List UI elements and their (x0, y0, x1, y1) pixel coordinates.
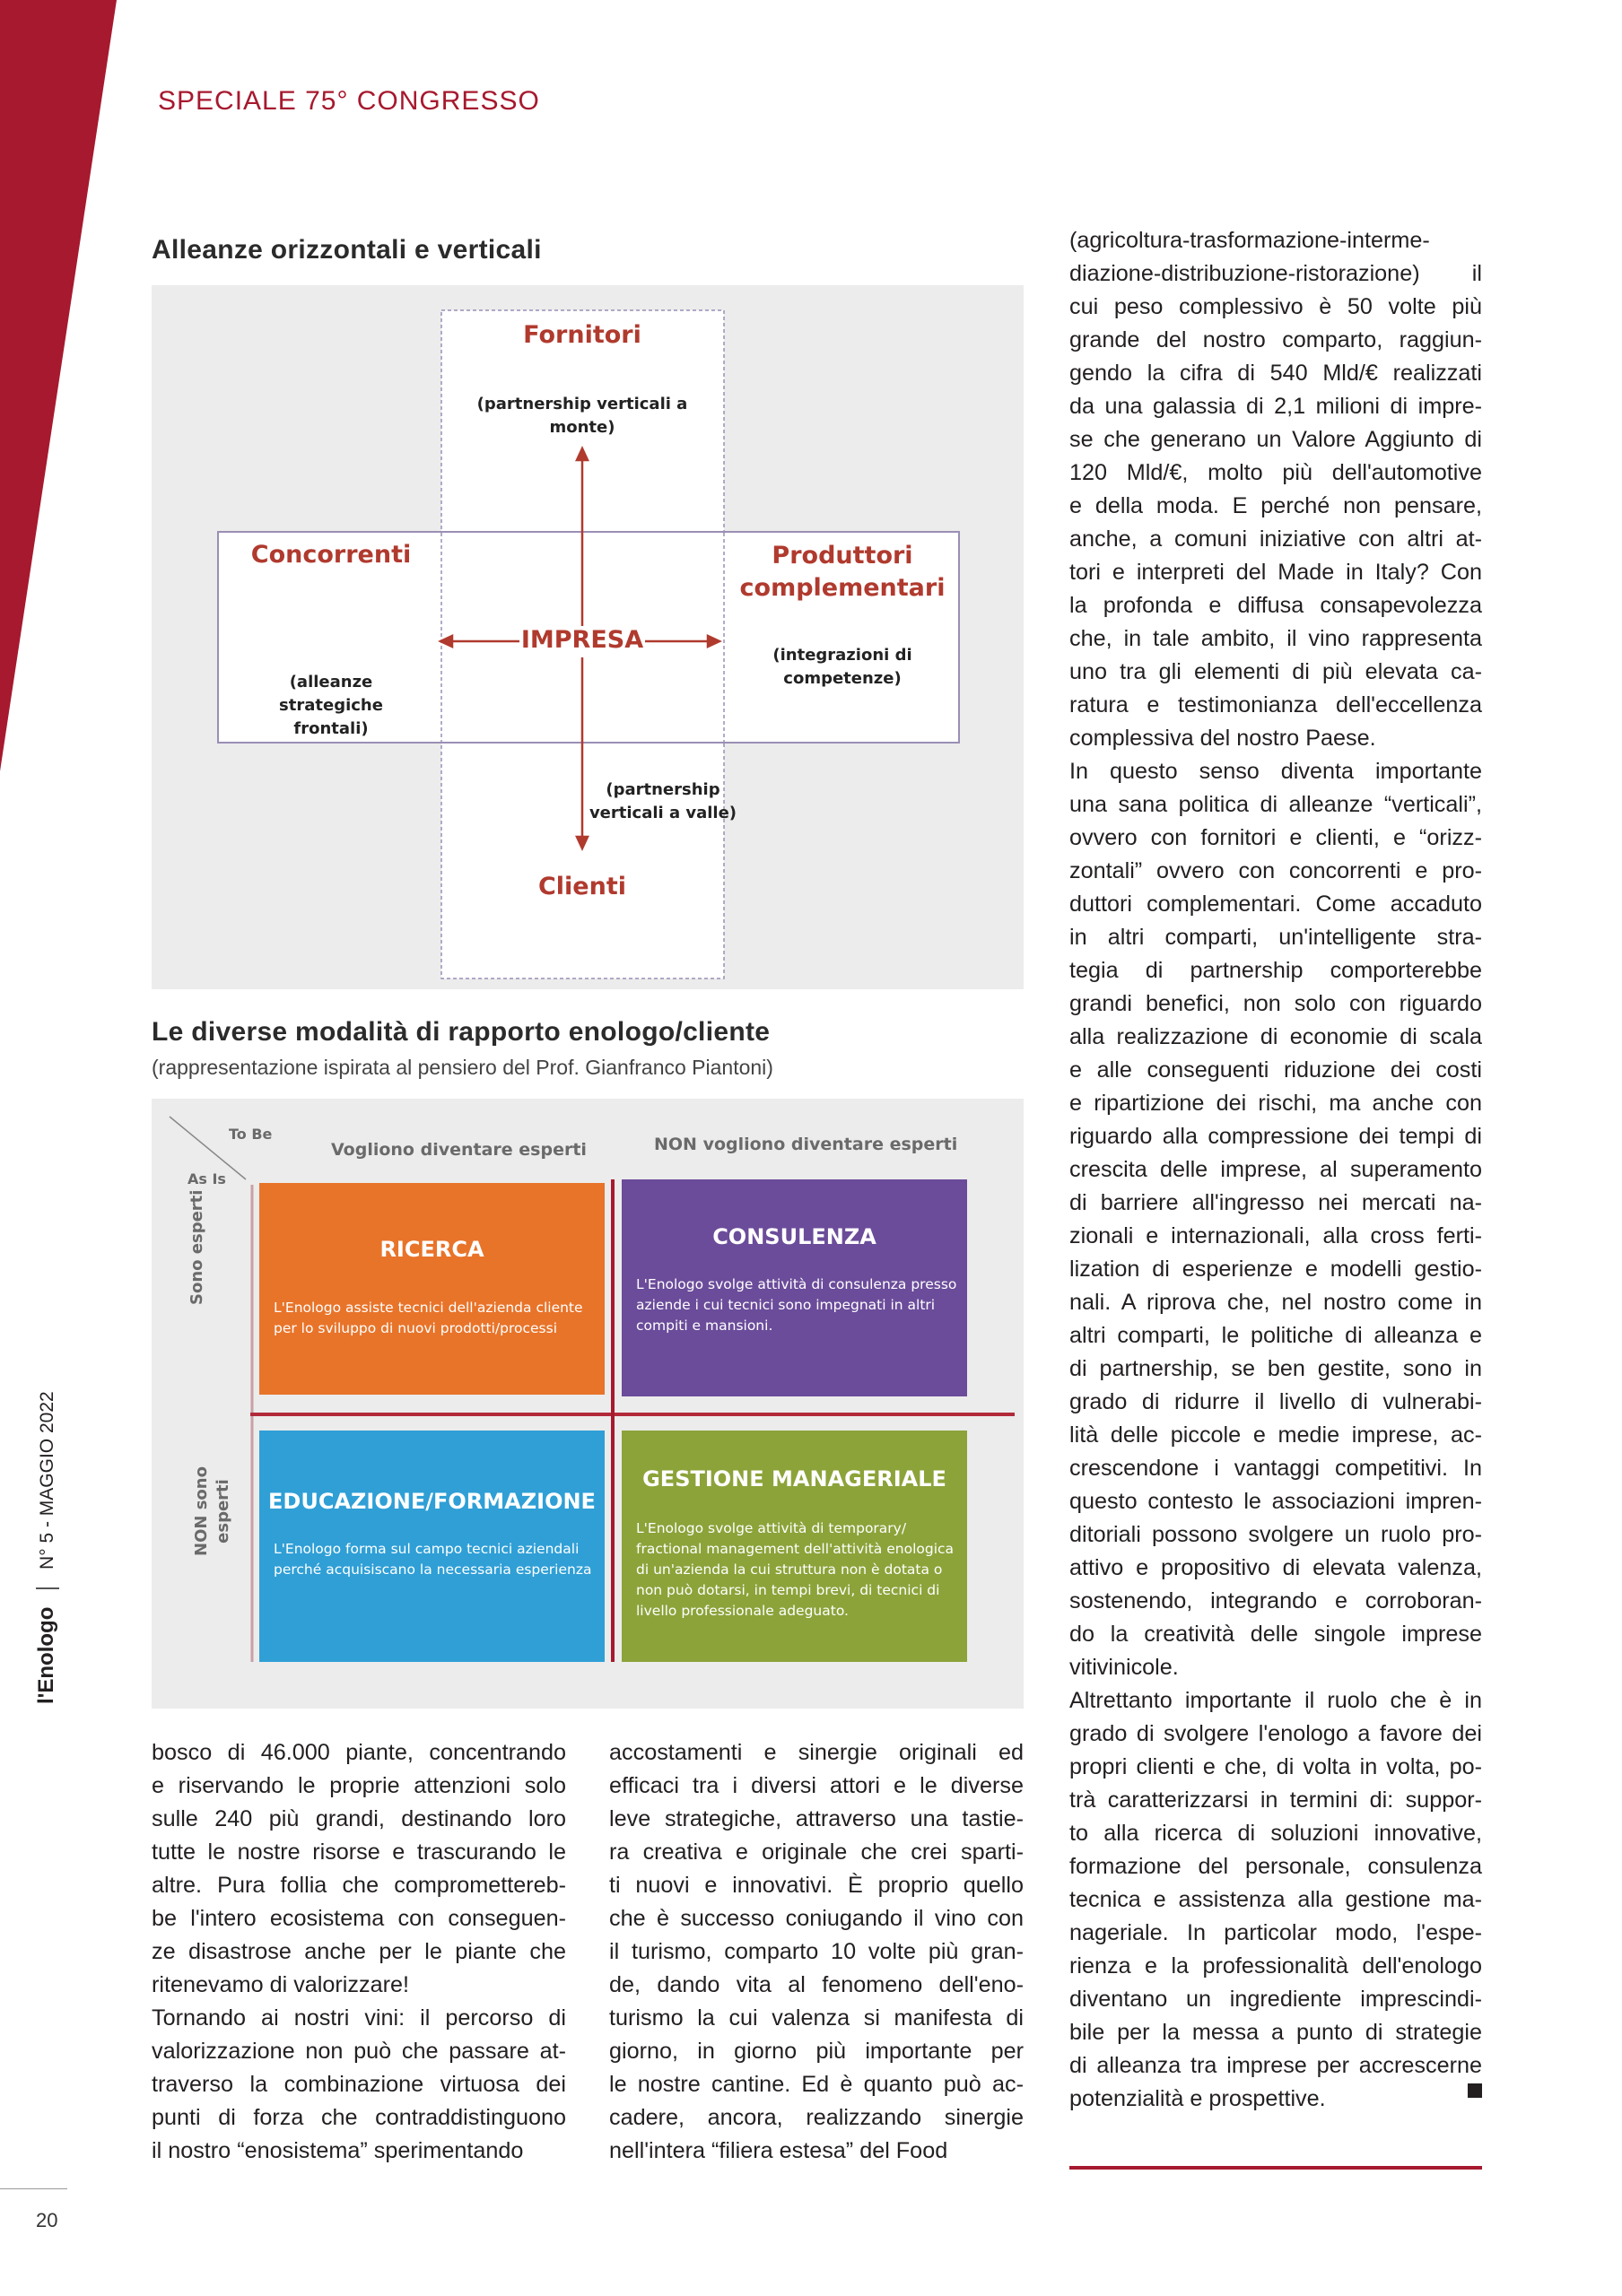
alliance-diagram (152, 285, 1024, 989)
text-line: turismo la cui valenza si manifesta di (609, 2005, 1024, 2031)
text-line: bile per la messa a punto di strategie (1069, 2020, 1482, 2045)
text-line: crescita delle imprese, al superamento (1069, 1157, 1482, 1182)
text-line: attivo e propositivo di elevata valenza, (1069, 1555, 1482, 1580)
text-line: altre. Pura follia che compromettereb- (152, 1873, 566, 1898)
text-line: tecnica e assistenza alla gestione ma- (1069, 1887, 1482, 1912)
text-line: trà caratterizzarsi in termini di: suppor- (1069, 1787, 1482, 1813)
note-concorrenti: (alleanze strategiche frontali) (279, 673, 383, 738)
body-column-2 (609, 1736, 1024, 2168)
text-line: nell'intera “filiera estesa” del Food (609, 2138, 948, 2163)
text-line: tori e interpreti del Made in Italy? Con (1069, 560, 1482, 585)
note-produttori: (integrazioni di competenze) (772, 646, 912, 688)
text-line: punti di forza che contraddistinguono (152, 2105, 566, 2130)
quadrant-ricerca: RICERCA L'Enologo assiste tecnici dell'azienda cliente per lo sviluppo di nuovi prodotti/processi (259, 1183, 605, 1395)
quadrant-gestione-title: GESTIONE MANAGERIALE (642, 1466, 946, 1492)
text-line: grado di svolgere l'enologo a favore dei (1069, 1721, 1482, 1746)
text-line: il turismo, comparto 10 volte più gran- (609, 1939, 1024, 1964)
quadrant-ricerca-title: RICERCA (379, 1237, 484, 1262)
text-line: che è successo coniugando il vino con (609, 1906, 1024, 1931)
issue-info: N° 5 - MAGGIO 2022 (37, 1391, 57, 1570)
column-end-rule (1069, 2166, 1482, 2170)
text-line: grandi benefici, non solo con riguardo (1069, 991, 1482, 1016)
text-line: accostamenti e sinergie originali ed (609, 1740, 1024, 1765)
text-line: sulle 240 più grandi, destinando loro (152, 1806, 566, 1831)
figure2-subtitle: (rappresentazione ispirata al pensiero del Prof. Gianfranco Piantoni) (152, 1056, 773, 1079)
text-line: Altrettanto importante il ruolo che è in (1069, 1688, 1482, 1713)
text-line: tutte le nostre risorse e trascurando le (152, 1839, 566, 1865)
text-line: Tornando ai nostri vini: il percorso di (152, 2005, 566, 2031)
text-line: cadere, ancora, realizzando sinergie (609, 2105, 1024, 2130)
text-line: e alle conseguenti riduzione dei costi (1069, 1057, 1482, 1083)
text-line: ovvero con fornitori e clienti, e “orizz- (1069, 825, 1482, 850)
text-line: di alleanza tra imprese per accrescerne (1069, 2053, 1482, 2078)
page-number: 20 (36, 2209, 58, 2231)
text-line: ze disastrose anche per le piante che (152, 1939, 566, 1964)
text-line: (agricoltura-trasformazione-interme- (1069, 228, 1430, 253)
text-line: altri comparti, le politiche di alleanza e (1069, 1323, 1482, 1348)
label-impresa: IMPRESA (520, 626, 644, 654)
figure1-title: Alleanze orizzontali e verticali (152, 235, 542, 265)
text-line: efficaci tra i diversi attori e le diverse (609, 1773, 1024, 1798)
text-line: ra creativa e originale che crei sparti- (609, 1839, 1024, 1865)
text-line: formazione del personale, consulenza (1069, 1854, 1482, 1879)
text-line: ditoriali possono svolgere un ruolo pro- (1069, 1522, 1482, 1547)
text-line: gendo la cifra di 540 Mld/€ realizzati (1069, 361, 1482, 386)
text-line: be l'intero ecosistema con conseguen- (152, 1906, 566, 1931)
corner-to-be: To Be (229, 1126, 273, 1143)
text-line: sostenendo, integrando e corroboran- (1069, 1588, 1482, 1613)
quadrant-educazione-title: EDUCAZIONE/FORMAZIONE (268, 1489, 596, 1514)
row-label-top: Sono esperti (187, 1189, 206, 1305)
sidebar-running-head (34, 1391, 59, 1704)
text-line: da una galassia di 2,1 milioni di impre- (1069, 394, 1482, 419)
text-line: complessiva del nostro Paese. (1069, 726, 1376, 751)
text-line: propri clienti e che, di volta in volta, po- (1069, 1754, 1482, 1779)
text-line: cui peso complessivo è 50 volte più (1069, 294, 1482, 319)
text-line: tegia di partnership comporterebbe (1069, 958, 1482, 983)
text-line: alla realizzazione di economie di scala (1069, 1024, 1482, 1049)
text-line: nageriale. In particolar modo, l'espe- (1069, 1920, 1482, 1945)
text-line: e ripartizione dei rischi, ma anche con (1069, 1091, 1482, 1116)
text-line: di barriere all'ingresso nei mercati na- (1069, 1190, 1482, 1215)
figure2-title: Le diverse modalità di rapporto enologo/cliente (152, 1017, 771, 1047)
col-header-left: Vogliono diventare esperti (331, 1140, 587, 1160)
col-header-right: NON vogliono diventare esperti (654, 1135, 958, 1154)
text-line: anche, a comuni iniziative con altri at- (1069, 526, 1482, 552)
red-corner-band (0, 0, 117, 771)
magazine-name: l'Enologo (34, 1606, 58, 1704)
text-line: le nostre cantine. Ed è quanto può ac- (609, 2072, 1024, 2097)
quadrant-gestione: GESTIONE MANAGERIALE L'Enologo svolge attività di temporary/ fractional management dell'attività enologica di un'azienda la cui struttura non è dotata o non può dotarsi, in tempi brevi, di tecnici di livello professionale adeguato. (622, 1431, 967, 1662)
text-line: una sana politica di alleanze “verticali”, (1069, 792, 1482, 817)
text-line: to alla ricerca di soluzioni innovative, (1069, 1821, 1482, 1846)
text-line: uno tra gli elementi di più elevata ca- (1069, 659, 1482, 684)
text-line: e della moda. E perché non pensare, (1069, 493, 1482, 518)
text-line: in altri comparti, un'intelligente stra- (1069, 925, 1482, 950)
body-column-3 (1069, 224, 1482, 2116)
text-line: traverso la combinazione virtuosa dei (152, 2072, 566, 2097)
text-line: grado di ridurre il livello di vulnerabi- (1069, 1389, 1482, 1414)
end-mark (1468, 2083, 1482, 2098)
text-line: il nostro “enosistema” sperimentando (152, 2138, 524, 2163)
text-line: valorizzazione non può che passare at- (152, 2039, 566, 2064)
text-line: In questo senso diventa importante (1069, 759, 1482, 784)
text-line: bosco di 46.000 piante, concentrando (152, 1740, 566, 1765)
section-label: SPECIALE 75° CONGRESSO (158, 86, 540, 116)
quadrant-consulenza: CONSULENZA L'Enologo svolge attività di consulenza presso aziende i cui tecnici sono impegnati in altri compiti e mansioni. (622, 1179, 967, 1396)
text-line: potenzialità e prospettive. (1069, 2086, 1326, 2111)
label-concorrenti: Concorrenti (250, 541, 412, 569)
text-line: riguardo alla compressione dei tempi di (1069, 1124, 1482, 1149)
quadrant-educazione: EDUCAZIONE/FORMAZIONE L'Enologo forma sul campo tecnici aziendali perché acquisiscano la necessaria esperienza (259, 1431, 605, 1662)
text-line: di partnership, se ben gestite, sono in (1069, 1356, 1482, 1381)
corner-as-is: As Is (187, 1170, 226, 1187)
page-number-rule (0, 2188, 67, 2189)
text-line: diazione-distribuzione-ristorazione) il (1069, 261, 1482, 286)
row-label-bottom: NON sono esperti (192, 1466, 232, 1556)
text-line: 120 Mld/€, molto più dell'automotive (1069, 460, 1482, 485)
text-line: ritenevamo di valorizzare! (152, 1972, 409, 1997)
body-column-1 (152, 1736, 566, 2168)
text-line: la profonda e diffusa consapevolezza (1069, 593, 1482, 618)
text-line: de, dando vita al fenomeno dell'eno- (609, 1972, 1024, 1997)
text-line: zontali” ovvero con concorrenti e pro- (1069, 858, 1482, 883)
text-line: diventano un ingrediente imprescindi- (1069, 1987, 1482, 2012)
text-line: zionali e internazionali, alla cross ferti- (1069, 1223, 1482, 1248)
text-line: duttori complementari. Come accaduto (1069, 891, 1482, 917)
text-line: che, in tale ambito, il vino rappresenta (1069, 626, 1482, 651)
label-clienti: Clienti (537, 873, 627, 900)
label-fornitori: Fornitori (523, 321, 641, 349)
text-line: giorno, in giorno più importante per (609, 2039, 1024, 2064)
text-line: lità delle piccole e medie imprese, ac- (1069, 1422, 1482, 1448)
enologo-client-matrix (152, 1099, 1024, 1709)
text-line: ti nuovi e innovativi. È proprio quello (609, 1873, 1024, 1898)
quadrant-consulenza-title: CONSULENZA (712, 1224, 876, 1249)
text-line: do la creatività delle singole imprese (1069, 1622, 1482, 1647)
text-line: crescendone i vantaggi competitivi. In (1069, 1456, 1482, 1481)
text-line: rienza e la professionalità dell'enologo (1069, 1953, 1482, 1979)
note-clienti: (partnership verticali a valle) (589, 780, 737, 822)
text-line: lization di esperienze e modelli gestio- (1069, 1257, 1482, 1282)
text-line: grande del nostro comparto, raggiun- (1069, 327, 1482, 352)
text-line: vitivinicole. (1069, 1655, 1179, 1680)
text-line: se che generano un Valore Aggiunto di (1069, 427, 1482, 452)
text-line: questo contesto le associazioni impren- (1069, 1489, 1482, 1514)
text-line: nali. A riprova che, nel nostro come in (1069, 1290, 1482, 1315)
text-line: leve strategiche, attraverso una tastie- (609, 1806, 1024, 1831)
text-line: ratura e testimonianza dell'eccellenza (1069, 692, 1482, 718)
label-produttori: Produttori complementari (739, 542, 946, 602)
note-fornitori: (partnership verticali a monte) (476, 395, 688, 437)
text-line: e riservando le proprie attenzioni solo (152, 1773, 566, 1798)
